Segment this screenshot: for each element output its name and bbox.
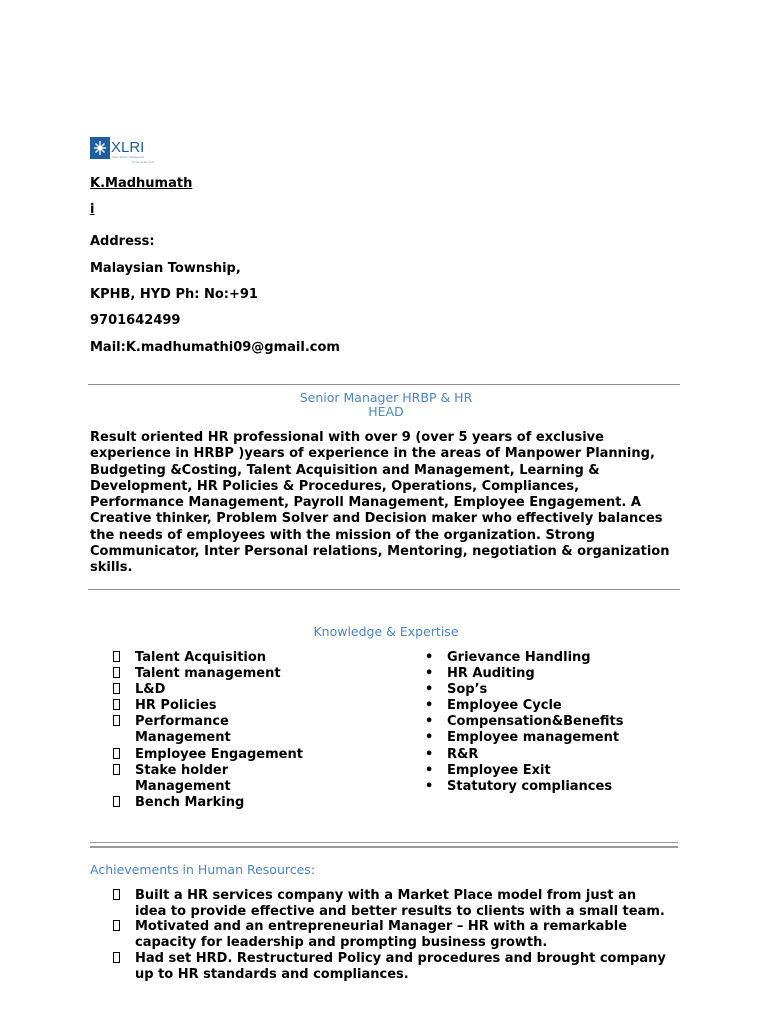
bullet-glyph-icon (113, 796, 120, 807)
divider (88, 589, 680, 590)
list-item: • Compensation&Benefits (425, 714, 624, 730)
bullet-glyph-icon (113, 920, 120, 931)
logo-tagline: For the greater good (132, 161, 154, 164)
list-item: • Employee Cycle (425, 698, 562, 714)
achievements-heading: Achievements in Human Resources: (90, 862, 316, 877)
job-title-line-2: HEAD (368, 404, 404, 419)
logo-subtext: Xavier School of Management (112, 156, 145, 159)
bullet-dot-icon: • (425, 698, 434, 714)
bullet-glyph-icon (113, 715, 120, 726)
bullet-dot-icon: • (425, 778, 434, 794)
expertise-right-list (420, 650, 660, 795)
bullet-glyph-icon (113, 699, 120, 710)
list-item: L&D (90, 682, 320, 698)
logo-wordmark: XLRI (111, 139, 145, 156)
address-line-1: Malaysian Township, (90, 261, 241, 276)
phone-number: 9701642499 (90, 313, 181, 328)
xlri-logo (90, 137, 154, 165)
expertise-heading: Knowledge & Expertise (313, 624, 459, 639)
list-item: Bench Marking (90, 795, 320, 811)
bullet-glyph-icon (113, 952, 120, 963)
job-title-line-1: Senior Manager HRBP & HR (299, 390, 473, 405)
list-item: HR Policies (90, 698, 320, 714)
list-item: Built a HR services company with a Market Place model from just an idea to provide effective and better results to clients with a small team. (90, 888, 670, 919)
divider (88, 384, 680, 385)
candidate-name-continued: i (90, 202, 95, 217)
list-item: • Sop’s (425, 682, 488, 698)
bullet-glyph-icon (113, 667, 120, 678)
list-item: Talent management (90, 666, 320, 682)
address-label: Address: (90, 234, 155, 249)
list-item: • Grievance Handling (425, 650, 591, 665)
bullet-dot-icon: • (425, 714, 434, 730)
list-item: Performance Management (90, 714, 275, 746)
email-address: Mail:K.madhumathi09@gmail.com (90, 340, 340, 355)
bullet-dot-icon: • (425, 746, 434, 762)
bullet-glyph-icon (113, 889, 120, 900)
list-item: • R&R (425, 746, 479, 762)
bullet-glyph-icon (113, 764, 120, 775)
bullet-dot-icon: • (425, 762, 434, 778)
candidate-name: K.Madhumath (90, 176, 193, 191)
address-line-2: KPHB, HYD Ph: No:+91 (90, 287, 258, 302)
double-divider-bottom (90, 846, 678, 848)
bullet-dot-icon: • (425, 730, 434, 746)
bullet-glyph-icon (113, 651, 120, 662)
profile-summary: Result oriented HR professional with over 9 (over 5 years of exclusive experience in HRBP )years of experience in the areas of Manpower Planning, Budgeting &Costing, Talent Acquisition and Management, Learning & Development, HR Policies & Procedures, Operations, Compliances, Performance Management, Payroll Management, Employee Engagement. A Creative thinker, Problem Solver and Decision maker who effectively balances the needs of employees with the mission of the organization. Strong Communicator, Inter Personal relations, Mentoring, negotiation & organization skills. (90, 430, 670, 576)
list-item: Motivated and an entrepreneurial Manager – HR with a remarkable capacity for leadership and prompting business growth. (90, 919, 670, 950)
list-item: Talent Acquisition (90, 650, 320, 666)
list-item: • Employee management (425, 730, 620, 746)
expertise-left-list (90, 650, 320, 811)
bullet-dot-icon: • (425, 666, 434, 682)
bullet-dot-icon: • (425, 682, 434, 698)
list-item: Had set HRD. Restructured Policy and procedures and brought company up to HR standards and compliances. (90, 951, 670, 982)
double-divider-top (90, 842, 678, 843)
bullet-glyph-icon (113, 748, 120, 759)
bullet-dot-icon: • (425, 650, 434, 665)
list-item: • Employee Exit (425, 762, 551, 778)
list-item: • Statutory compliances (425, 778, 613, 794)
list-item: Stake holder Management (90, 763, 275, 795)
achievements-list (90, 888, 670, 982)
bullet-glyph-icon (113, 683, 120, 694)
list-item: • HR Auditing (425, 666, 535, 682)
list-item: Employee Engagement (90, 747, 320, 763)
